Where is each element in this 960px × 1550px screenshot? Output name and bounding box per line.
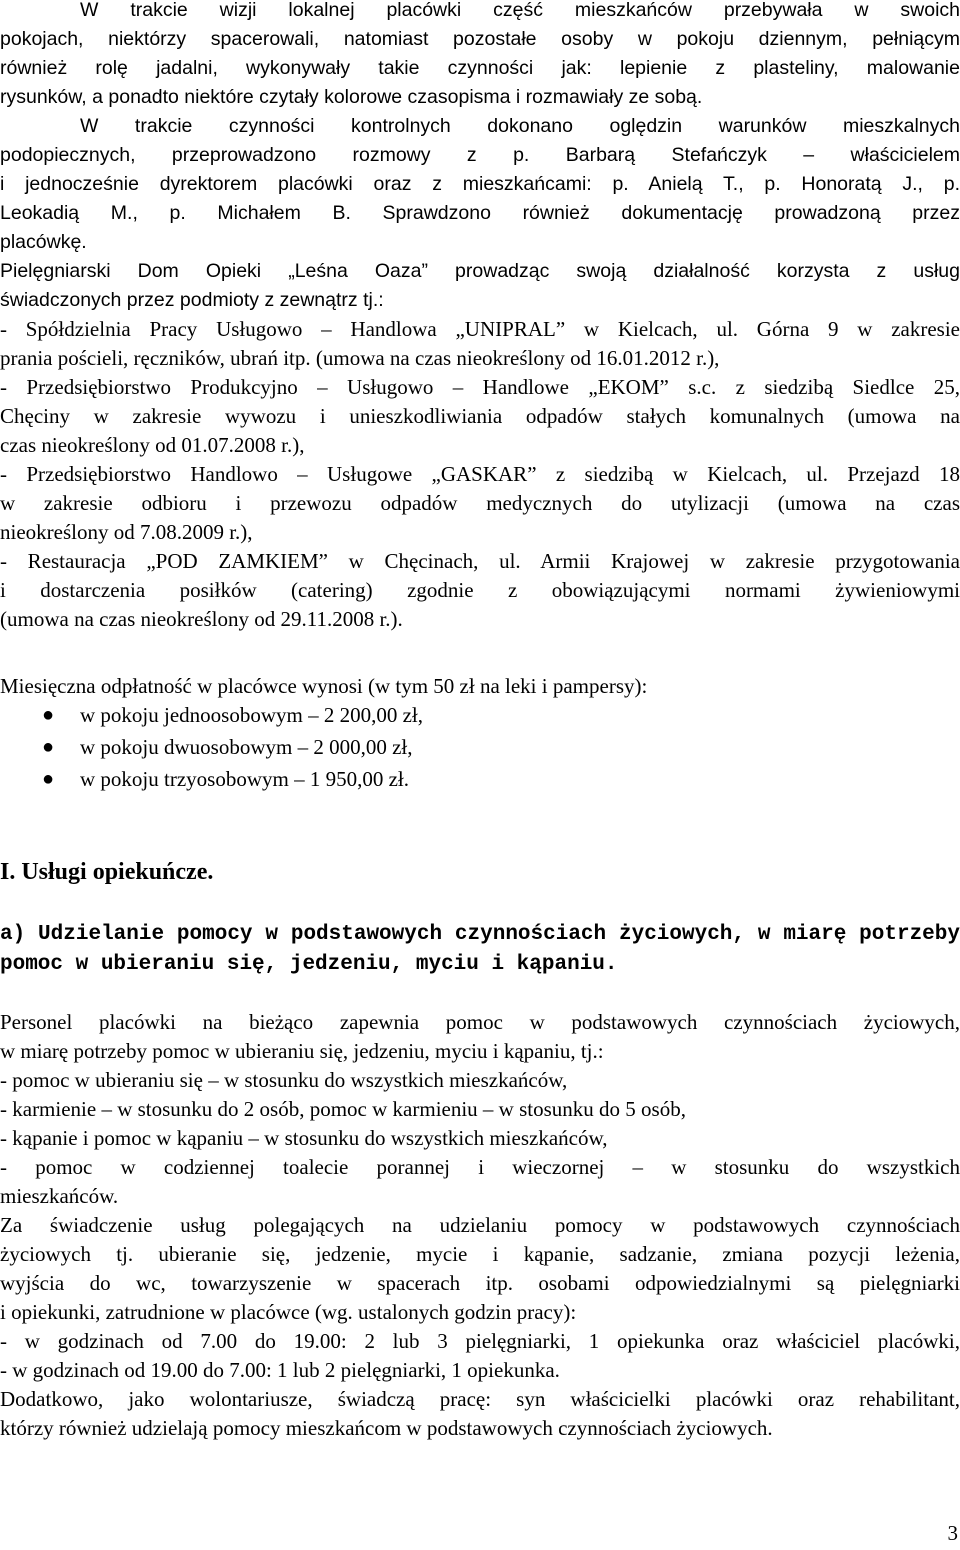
text-line: Pielęgniarski Dom Opieki „Leśna Oaza” prowadząc swoją działalność korzysta z usług — [0, 260, 960, 282]
text-line: - Restauracja „POD ZAMKIEM” w Chęcinach, ul. Armii Krajowej w zakresie przygotowania — [0, 549, 960, 573]
text-line: W trakcie czynności kontrolnych dokonano oględzin warunków mieszkalnych — [80, 115, 960, 137]
fee-item: w pokoju trzyosobowym – 1 950,00 zł. — [80, 767, 409, 791]
text-line: nieokreślony od 7.08.2009 r.), — [0, 520, 253, 544]
text-line: wyjścia do wc, towarzyszenie w spacerach itp. osobami odpowiedzialnymi są pielęgniarki — [0, 1271, 960, 1295]
text-line: - Spółdzielnia Pracy Usługowo – Handlowa „UNIPRAL” w Kielcach, ul. Górna 9 w zakresie — [0, 317, 960, 341]
text-line: - pomoc w codziennej toalecie porannej i wieczornej – w stosunku do wszystkich — [0, 1155, 960, 1179]
text-line: i dostarczenia posiłków (catering) zgodnie z obowiązującymi normami żywieniowymi — [0, 578, 960, 602]
text-line: W trakcie wizji lokalnej placówki część mieszkańców przebywała w swoich — [80, 0, 960, 21]
text-line: Personel placówki na bieżąco zapewnia pomoc w podstawowych czynnościach życiowych, — [0, 1010, 960, 1034]
page-number: 3 — [947, 1521, 958, 1545]
text-line: i jednocześnie dyrektorem placówki oraz z mieszkańcami: p. Anielą T., p. Honoratą J., p. — [0, 173, 960, 195]
section-heading: I. Usługi opiekuńcze. — [0, 859, 214, 885]
text-line: - Przedsiębiorstwo Produkcyjno – Usługowo – Handlowe „EKOM” s.c. z siedzibą Siedlce 25, — [0, 375, 960, 399]
text-line: Leokadią M., p. Michałem B. Sprawdzono również dokumentację prowadzoną przez — [0, 202, 960, 224]
text-line: mieszkańców. — [0, 1184, 119, 1208]
text-line: czas nieokreślony od 01.07.2008 r.), — [0, 433, 305, 457]
fee-item: w pokoju dwuosobowym – 2 000,00 zł, — [80, 735, 413, 759]
text-line: - karmienie – w stosunku do 2 osób, pomoc w karmieniu – w stosunku do 5 osób, — [0, 1097, 686, 1121]
text-line: prania pościeli, ręczników, ubrań itp. (umowa na czas nieokreślony od 16.01.2012 r.), — [0, 346, 720, 370]
text-line: którzy również udzielają pomocy mieszkańcom w podstawowych czynnościach życiowych. — [0, 1416, 773, 1440]
text-line: (umowa na czas nieokreślony od 29.11.2008 r.). — [0, 607, 403, 631]
bullet-icon: ● — [42, 768, 55, 790]
text-line: również rolę jadalni, wykonywały takie czynności jak: lepienie z plasteliny, malowanie — [0, 57, 960, 79]
text-line: podopiecznych, przeprowadzono rozmowy z p. Barbarą Stefańczyk – właścicielem — [0, 144, 960, 166]
text-line: - w godzinach od 7.00 do 19.00: 2 lub 3 pielęgniarki, 1 opiekunka oraz właściciel placówki, — [0, 1329, 960, 1353]
bullet-icon: ● — [42, 736, 55, 758]
text-line: - kąpanie i pomoc w kąpaniu – w stosunku do wszystkich mieszkańców, — [0, 1126, 608, 1150]
text-line: - Przedsiębiorstwo Handlowo – Usługowe „GASKAR” z siedzibą w Kielcach, ul. Przejazd 18 — [0, 462, 960, 486]
bullet-icon: ● — [42, 704, 55, 726]
text-line: Dodatkowo, jako wolontariusze, świadczą pracę: syn właścicielki placówki oraz rehabilitant, — [0, 1387, 960, 1411]
text-line: - w godzinach od 19.00 do 7.00: 1 lub 2 pielęgniarki, 1 opiekunka. — [0, 1358, 560, 1382]
text-line: życiowych tj. ubieranie się, jedzenie, mycie i kąpanie, sadzanie, zmiana pozycji leżenia, — [0, 1242, 960, 1266]
text-line: świadczonych przez podmioty z zewnątrz tj.: — [0, 289, 384, 311]
text-line: placówkę. — [0, 231, 87, 253]
text-line: rysunków, a ponadto niektóre czytały kolorowe czasopisma i rozmawiały ze sobą. — [0, 86, 703, 108]
text-line: - pomoc w ubieraniu się – w stosunku do wszystkich mieszkańców, — [0, 1068, 568, 1092]
text-line: pokojach, niektórzy spacerowali, natomiast pozostałe osoby w pokoju dziennym, pełniącym — [0, 28, 960, 50]
text-line: Chęciny w zakresie wywozu i unieszkodliwiania odpadów stałych komunalnych (umowa na — [0, 404, 960, 428]
subsection-heading: a) Udzielanie pomocy w podstawowych czynnościach życiowych, w miarę potrzeby — [0, 923, 960, 946]
text-line: w zakresie odbioru i przewozu odpadów medycznych do utylizacji (umowa na czas — [0, 491, 960, 515]
subsection-heading: pomoc w ubieraniu się, jedzeniu, myciu i kąpaniu. — [0, 953, 618, 976]
text-line: Za świadczenie usług polegających na udzielaniu pomocy w podstawowych czynnościach — [0, 1213, 960, 1237]
text-line: i opiekunki, zatrudnione w placówce (wg. ustalonych godzin pracy): — [0, 1300, 577, 1324]
fee-item: w pokoju jednoosobowym – 2 200,00 zł, — [80, 703, 423, 727]
fees-intro: Miesięczna odpłatność w placówce wynosi (w tym 50 zł na leki i pampersy): — [0, 674, 648, 698]
text-line: w miarę potrzeby pomoc w ubieraniu się, jedzeniu, myciu i kąpaniu, tj.: — [0, 1039, 604, 1063]
